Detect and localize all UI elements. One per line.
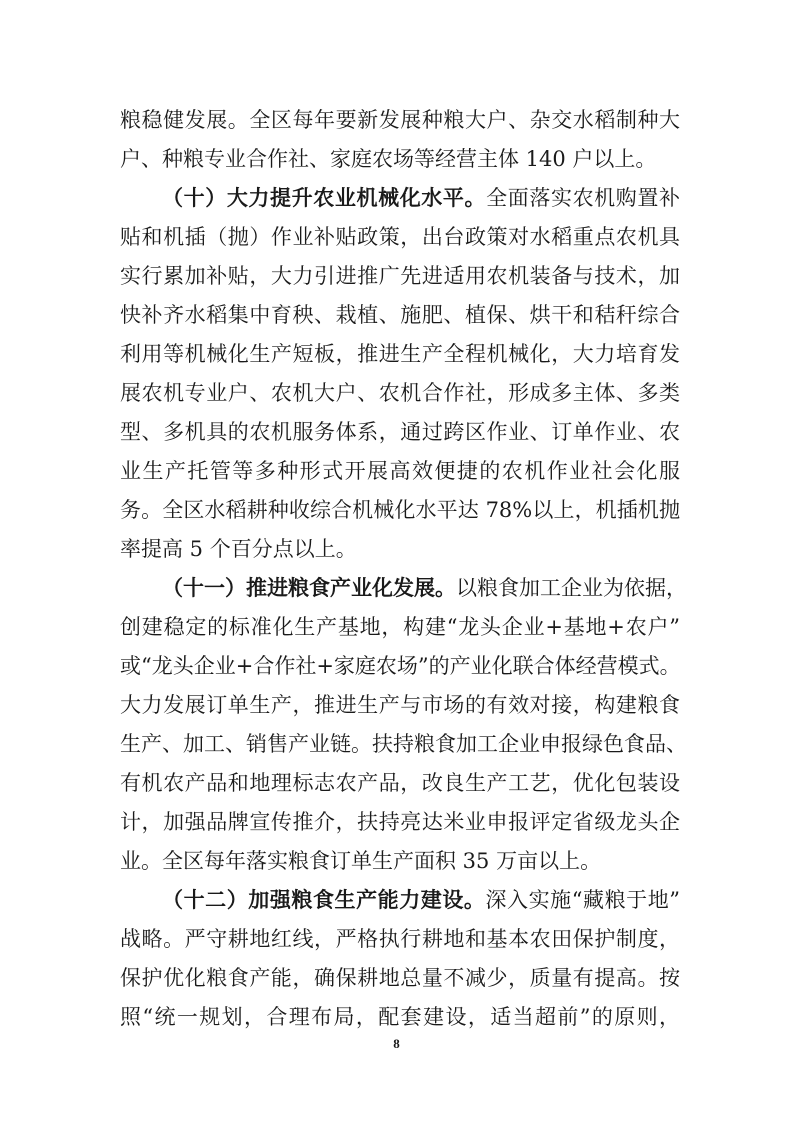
text-line-14: 创建稳定的标准化生产基地，构建“龙头企业+基地+农户” [120, 615, 680, 639]
text-line-15: 或“龙头企业+合作社+家庭农场”的产业化联合体经营模式。 [120, 654, 681, 678]
line-text: 战略。严守耕地红线，严格执行耕地和基本农田保护制度， [120, 927, 680, 951]
section-heading-10-line: （十）大力提升农业机械化水平。全面落实农机购置补 [162, 185, 681, 210]
text-line-20: 业。全区每年落实粮食订单生产面积 35 万亩以上。 [120, 849, 602, 873]
text-line-16: 大力发展订单生产，推进生产与市场的有效对接，构建粮食 [120, 693, 680, 717]
text-line-12: 率提高 5 个百分点以上。 [120, 537, 357, 561]
text-line-1: 粮稳健发展。全区每年要新发展种粮大户、杂交水稻制种大 [120, 108, 680, 132]
text-line-18: 有机农产品和地理标志农产品，改良生产工艺，优化包装设 [120, 771, 680, 795]
text-line-11: 务。全区水稻耕种收综合机械化水平达 78%以上，机插机抛 [120, 498, 680, 522]
section-heading-11: （十一）推进粮食产业化发展。 [162, 575, 456, 600]
text-line-10: 业生产托管等多种形式开展高效便捷的农机作业社会化服 [120, 459, 680, 483]
text-line-5: 实行累加补贴，大力引进推广先进适用农机装备与技术，加 [120, 264, 680, 288]
section-heading-10: （十）大力提升农业机械化水平。 [162, 185, 487, 210]
section-heading-12: （十二）加强粮食生产能力建设。 [162, 887, 486, 912]
text-line-6: 快补齐水稻集中育秧、栽植、施肥、植保、烘干和秸秆综合 [120, 303, 680, 327]
text-line-4: 贴和机插（抛）作业补贴政策，出台政策对水稻重点农机具 [120, 225, 680, 249]
line-text: 保护优化粮食产能，确保耕地总量不减少，质量有提高。按 [120, 966, 680, 990]
line-text: 照“统一规划，合理布局，配套建设，适当超前”的原则， [120, 1005, 680, 1029]
text-line-19: 计，加强品牌宣传推介，扶持亮达米业申报评定省级龙头企 [120, 810, 680, 834]
text-line-2: 户、种粮专业合作社、家庭农场等经营主体 140 户以上。 [120, 147, 657, 171]
text-line-24 [120, 1003, 680, 1031]
text-line-7: 利用等机械化生产短板，推进生产全程机械化，大力培育发 [120, 342, 680, 366]
section-heading-11-line: （十一）推进粮食产业化发展。以粮食加工企业为依据， [162, 575, 687, 600]
text-line-9: 型、多机具的农机服务体系，通过跨区作业、订单作业、农 [120, 420, 680, 444]
text-line-8: 展农机专业户、农机大户、农机合作社，形成多主体、多类 [120, 381, 680, 405]
line-text: 深入实施“藏粮于地” [485, 888, 680, 912]
page-number: 8 [393, 1036, 400, 1051]
text-line-23 [120, 964, 680, 992]
text-line-22 [120, 925, 680, 953]
section-heading-12-line [162, 886, 680, 914]
text-line-17: 生产、加工、销售产业链。扶持粮食加工企业申报绿色食品、 [120, 732, 687, 756]
